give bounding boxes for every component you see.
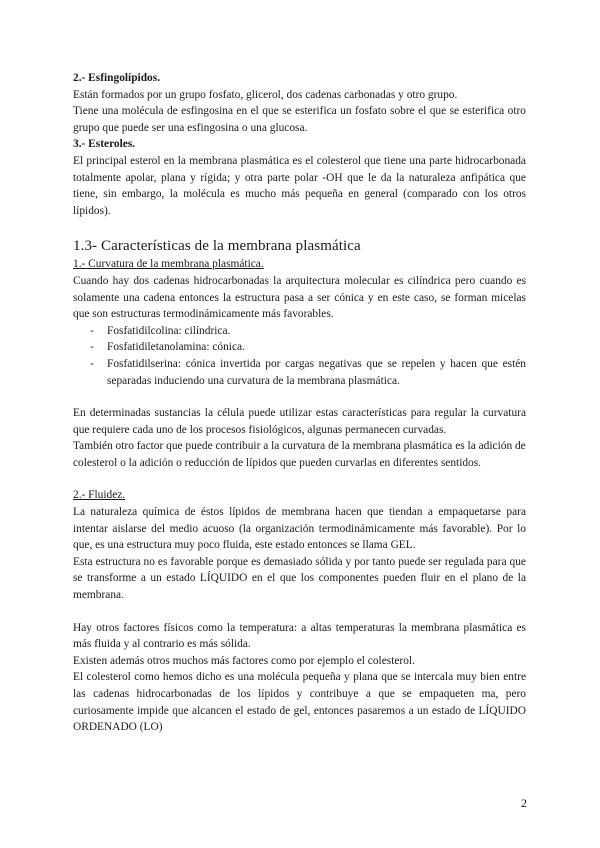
- list-item: - Fosfatidilcolina: cilíndrica.: [73, 323, 526, 340]
- heading-esteroles: 3.- Esteroles.: [73, 138, 136, 151]
- paragraph: En determinadas sustancias la célula puede utilizar estas características para regular la curvatura que requiere cada uno de los procesos fisiológicos, algunas permanecen curvadas.: [73, 407, 526, 436]
- paragraph: Esta estructura no es favorable porque es demasiado sólida y por tanto puede ser regulada para que se transforme a un estado LÍQUIDO en el que los componentes pueden fluir en el plano de la membrana.: [73, 555, 526, 602]
- list-item: - Fosfatidiletanolamina: cónica.: [73, 339, 526, 356]
- subtitle-curvatura: 1.- Curvatura de la membrana plasmática.: [73, 258, 264, 271]
- subtitle-fluidez: 2.- Fluidez.: [73, 489, 126, 502]
- page-content: [73, 70, 526, 736]
- spacer: [73, 604, 526, 620]
- paragraph: El principal esterol en la membrana plasmática es el colesterol que tiene una parte hidrocarbonada totalmente apolar, plana y rígida; y otra parte polar -OH que le da la naturaleza anfipática que tiene, sin embargo, la molécula es mucho más pequeña en general (comparado con los otros lípidos).: [73, 154, 526, 217]
- paragraph: También otro factor que puede contribuir a la curvatura de la membrana plasmática es la adición de colesterol o la adición o reducción de lípidos que pueden curvarlas en diferentes sentidos.: [73, 440, 526, 469]
- section-title: 1.3- Características de la membrana plasmática: [73, 238, 361, 255]
- spacer: [73, 471, 526, 487]
- paragraph: Tiene una molécula de esfingosina en el que se esterifica un fosfato sobre el que se esterifica otro grupo que puede ser una esfingosina o una glucosa.: [73, 105, 526, 134]
- paragraph: El colesterol como hemos dicho es una molécula pequeña y plana que se intercala muy bien entre las cadenas hidrocarbonadas de los lípidos y contribuye a que se empaqueten ma, pero curiosamente impide que alcancen el estado de gel, entonces pasaremos a un estado de LÍQUIDO ORDENADO (LO): [73, 671, 526, 734]
- paragraph: Cuando hay dos cadenas hidrocarbonadas la arquitectura molecular es cilíndrica pero cuando es solamente una cadena entonces la estructura pasa a ser cónica y en este caso, se forman micelas que son estructuras termodinámicamente más favorables.: [73, 274, 526, 321]
- page-number: 2: [521, 796, 527, 810]
- lipid-shape-list: [73, 323, 526, 389]
- paragraph: Hay otros factores físicos como la temperatura: a altas temperaturas la membrana plasmática es más fluida y al contrario es más sólida.: [73, 621, 526, 651]
- paragraph: Existen además otros muchos más factores como por ejemplo el colesterol.: [73, 654, 415, 667]
- paragraph: Están formados por un grupo fosfato, glicerol, dos cadenas carbonadas y otro grupo.: [73, 88, 458, 101]
- spacer: [73, 389, 526, 405]
- paragraph: La naturaleza química de éstos lípidos de membrana hacen que tiendan a empaquetarse para intentar aislarse del medio acuoso (la organización termodinámicamente más favorable). Por lo que, es una estructura muy poco fluida, este estado entonces se llama GEL.: [73, 506, 526, 552]
- list-item: - Fosfatidilserina: cónica invertida por cargas negativas que se repelen y hacen que estén separadas induciendo una curvatura de la membrana plasmática.: [73, 356, 526, 389]
- heading-esfingolipidos: 2.- Esfingolípidos.: [73, 72, 161, 84]
